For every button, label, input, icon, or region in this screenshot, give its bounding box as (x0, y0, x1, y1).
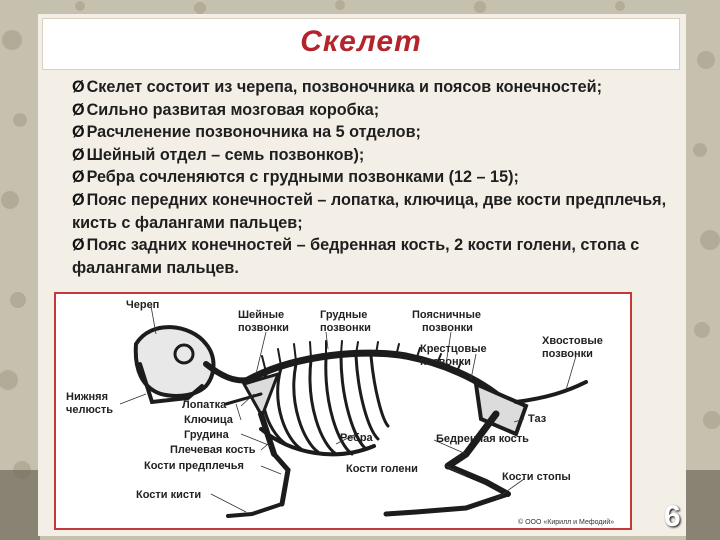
bullet-marker-icon: Ø (72, 78, 85, 96)
label-skull: Череп (126, 299, 160, 311)
bullet-item: Ø Расчленение позвоночника на 5 отделов; (72, 123, 421, 142)
bullet-item: Ø Ребра сочленяются с грудными позвонками (12 – 15); (72, 168, 519, 187)
label-sacral: Крестцовые (420, 343, 487, 355)
label-caudal-2: позвонки (542, 348, 593, 360)
slide-title: Скелет (300, 25, 422, 58)
label-forearm: Кости предплечья (144, 460, 244, 472)
label-caudal: Хвостовые (542, 335, 603, 347)
bullet-marker-icon: Ø (72, 190, 85, 209)
label-scapula: Лопатка (182, 399, 227, 411)
bullet-item: Ø Скелет состоит из черепа, позвоночника и поясов конечностей; (72, 78, 602, 96)
bullet-item: Ø Сильно развитая мозговая коробка; (72, 100, 380, 119)
label-ribs: Ребра (340, 432, 373, 444)
forearm-shape (274, 454, 288, 504)
bullet-marker-icon: Ø (72, 145, 85, 164)
label-jaw-2: челюсть (66, 404, 114, 416)
front-paw (228, 504, 282, 516)
bullet-marker-icon: Ø (72, 100, 85, 119)
bullet-item: Ø Пояс задних конечностей – бедренная кость, 2 кости голени, стопа с фалангами пальцев. (72, 236, 640, 277)
label-humerus: Плечевая кость (170, 444, 256, 456)
page-number: 6 (664, 500, 681, 533)
label-lumbar: Поясничные (412, 309, 481, 321)
label-thoracic: Грудные (320, 309, 368, 321)
label-shin: Кости голени (346, 463, 418, 475)
bullet-marker-icon: Ø (72, 168, 85, 187)
hind-foot (386, 494, 508, 514)
copyright-text: © ООО «Кирилл и Мефодий» (518, 519, 615, 526)
label-foot: Кости стопы (502, 471, 571, 483)
label-pelvis: Таз (528, 413, 547, 425)
tail-shape (516, 382, 586, 402)
skeleton-figure (54, 292, 632, 530)
bullet-item: Ø Пояс передних конечностей – лопатка, ключица, две кости предплечья, кисть с фалангами пальцев; (72, 190, 667, 232)
label-clavicle: Ключица (184, 414, 233, 426)
bullet-marker-icon: Ø (72, 236, 85, 255)
bullet-list (72, 76, 672, 279)
label-jaw: Нижняя (66, 391, 108, 403)
skeleton-illustration (56, 294, 630, 528)
label-hand: Кости кисти (136, 489, 202, 501)
bullet-item: Ø Шейный отдел – семь позвонков); (72, 145, 365, 164)
label-sacral-2: позвонки (420, 356, 471, 368)
label-lumbar-2: позвонки (422, 322, 473, 334)
title-box (42, 18, 680, 70)
label-thoracic-2: позвонки (320, 322, 371, 334)
label-sternum: Грудина (184, 429, 229, 441)
shin-shape (448, 466, 508, 494)
bullet-marker-icon: Ø (72, 123, 85, 142)
label-cervical-2: позвонки (238, 322, 289, 334)
label-cervical: Шейные (238, 309, 285, 321)
label-femur: Бедренная кость (436, 433, 529, 445)
